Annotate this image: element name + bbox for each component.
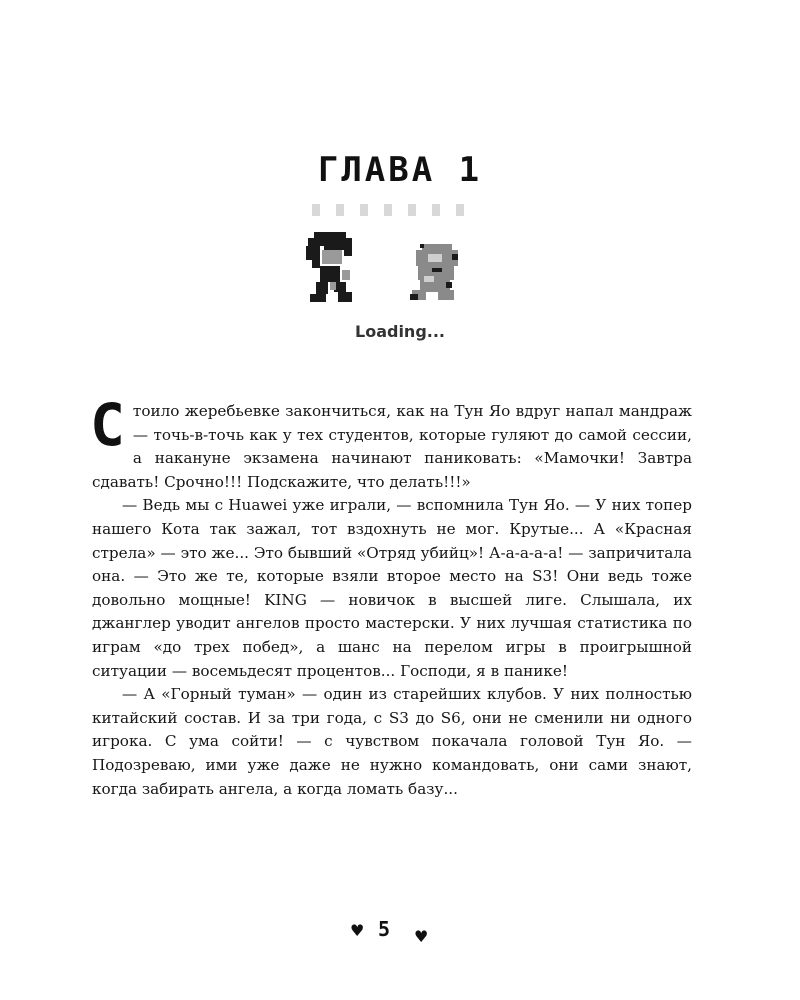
chapter-title: ГЛАВА 1 xyxy=(317,150,483,190)
dark-hair-character-icon xyxy=(306,232,352,302)
chapter-body-text xyxy=(90,391,692,801)
page-number: 5 xyxy=(378,917,391,941)
loading-dots-decoration xyxy=(312,204,482,218)
paragraph-1-text: тоило жеребьевке закончиться, как на Тун Яо вдруг напал мандраж — точь-в-точь как у тех студентов, которые гуляют до самой сессии, а накануне экзамена начинают паниковать: «Мамочки! Завтра сдавать! Срочно!!! Подскажите, что делать!!!» xyxy=(92,402,692,491)
paragraph-1 xyxy=(90,391,692,494)
heart-right-icon: ♥ xyxy=(414,927,429,946)
paragraph-2: — Ведь мы с Huawei уже играли, — вспомнила Тун Яо. — У них топер нашего Кота так зажал, тот вздохнуть не мог. Крутые... А «Красная стрела» — это же... Это бывший «Отряд убийц»! А-а-а-а-а! — запричитала она. — Это же те, которые взяли второе место на S3! Они ведь тоже довольно мощные! KING — новичок в высшей лиге. Слышала, их джанглер уводит ангелов просто мастерски. У них лучшая статистика по играм «до трех побед», а шанс на перелом игры в проигрышной ситуации — восемьдесят процентов... Господи, я в панике! xyxy=(92,496,692,680)
loading-label: Loading... xyxy=(355,322,445,341)
page-footer xyxy=(0,915,800,945)
heart-left-icon: ♥ xyxy=(350,921,365,940)
pixel-characters-illustration xyxy=(300,230,490,312)
paragraph-3: — А «Горный туман» — один из старейших клубов. У них полностью китайский состав. И за три года, с S3 до S6, они не сменили ни одного игрока. С ума сойти! — с чувством покачала головой Тун Яо. — Подозреваю, ими уже даже не нужно командовать, они сами знают, когда забирать ангела, а когда ломать базу... xyxy=(92,685,692,798)
drop-cap: С xyxy=(90,391,125,459)
